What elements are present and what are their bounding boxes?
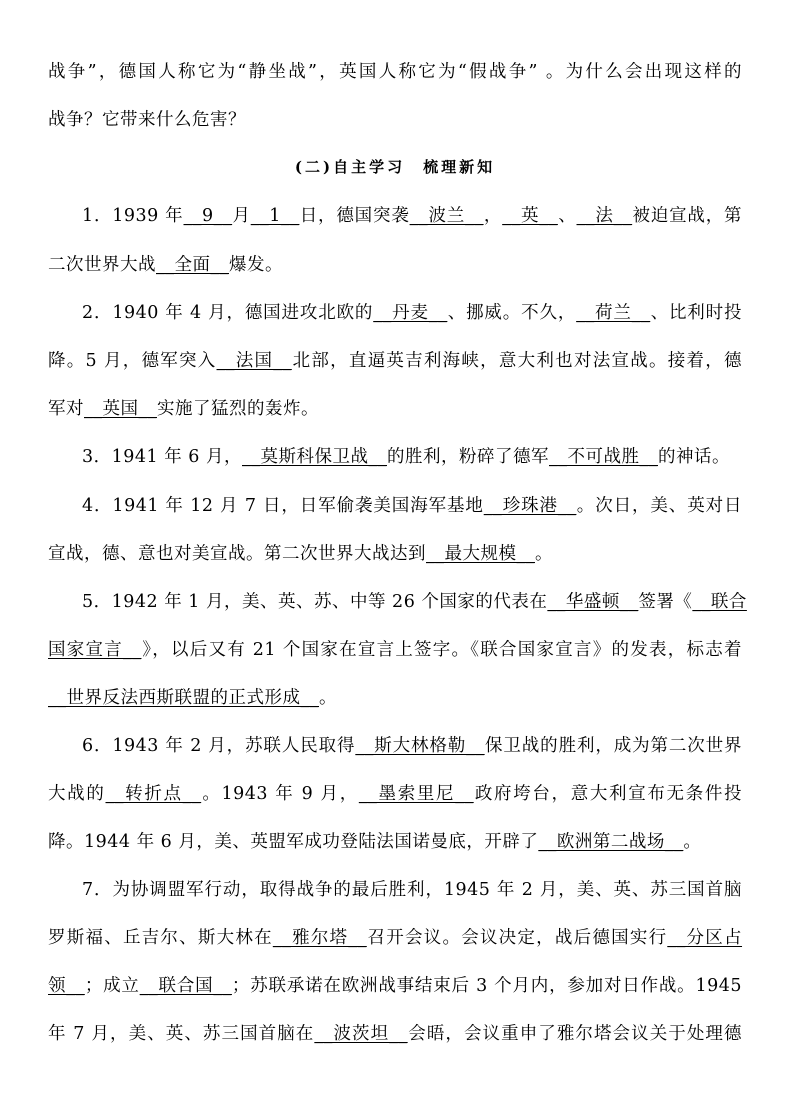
item-7-line-2 xyxy=(48,926,742,950)
answer-blank: __斯大林格勒__ xyxy=(355,736,485,756)
answer-blank: __全面__ xyxy=(156,255,229,275)
answer-blank: __波茨坦__ xyxy=(314,1024,408,1044)
item-text: 的胜利，粉碎了德军 xyxy=(387,447,549,467)
item-2-line-2 xyxy=(48,349,742,373)
answer-blank: __珍珠港__ xyxy=(483,496,577,516)
answer-blank: __9__ xyxy=(183,206,233,226)
item-text: 保卫战的胜利，成为第二次世界 xyxy=(484,736,743,756)
item-text: ；成立 xyxy=(84,976,140,996)
answer-blank: __华盛顿__ xyxy=(547,592,639,612)
item-text: 。1943 年 9 月， xyxy=(201,784,359,804)
answer-blank: __英__ xyxy=(502,206,558,226)
item-1-line-1 xyxy=(82,204,742,228)
item-text: 6．1943 年 2 月，苏联人民取得 xyxy=(82,736,356,756)
item-1-line-2 xyxy=(48,253,742,277)
answer-blank: __丹麦__ xyxy=(373,303,448,323)
intro-line-2 xyxy=(48,108,742,132)
item-text: 的神话。 xyxy=(658,447,730,467)
item-text: 3．1941 年 6 月， xyxy=(82,447,242,467)
item-text: ；苏联承诺在欧洲战事结束后 3 个月内，参加对日作战。1945 xyxy=(231,976,743,996)
item-5-line-3 xyxy=(48,686,742,710)
item-7-line-1 xyxy=(82,878,742,902)
item-text: 7．为协调盟军行动，取得战争的最后胜利，1945 年 2 月，美、英、苏三国首脑 xyxy=(82,880,742,900)
item-text: 二次世界大战 xyxy=(48,255,156,275)
answer-blank: __欧洲第二战场__ xyxy=(538,832,684,852)
answer-blank: __联合 xyxy=(692,592,747,612)
answer-blank: __法__ xyxy=(576,206,633,226)
item-2-line-3 xyxy=(48,397,742,421)
item-text: 日，德国突袭 xyxy=(299,206,410,226)
answer-blank: __法国__ xyxy=(216,351,292,371)
item-text: 大战的 xyxy=(48,784,106,804)
answer-blank: __墨索里尼__ xyxy=(358,784,474,804)
item-text: 召开会议。会议决定，战后德国实行 xyxy=(366,928,668,948)
item-7-line-3 xyxy=(48,974,742,998)
item-text: 》，以后又有 21 个国家在宣言上签字。《联合国家宣言》的发表，标志着 xyxy=(141,640,742,660)
item-5-line-1 xyxy=(82,590,747,614)
item-text: 2．1940 年 4 月，德国进攻北欧的 xyxy=(82,303,374,323)
item-4-line-1 xyxy=(82,494,742,518)
item-text: 5．1942 年 1 月，美、英、苏、中等 26 个国家的代表在 xyxy=(82,592,548,612)
item-text: 降。5 月，德军突入 xyxy=(48,351,217,371)
item-text: 月 xyxy=(232,206,251,226)
item-text: 4．1941 年 12 月 7 日，日军偷袭美国海军基地 xyxy=(82,496,484,516)
answer-blank: __最大规模__ xyxy=(426,544,535,564)
item-text: ， xyxy=(483,206,503,226)
item-text: 签署《 xyxy=(638,592,693,612)
item-text: 实施了猛烈的轰炸。 xyxy=(157,399,319,419)
item-text: 会晤，会议重申了雅尔塔会议关于处理德 xyxy=(407,1024,743,1044)
item-text: 、比利时投 xyxy=(650,303,743,323)
item-5-line-2 xyxy=(48,638,742,662)
item-text: 被迫宣战，第 xyxy=(632,206,743,226)
section-heading: (二)自主学习 梳理新知 xyxy=(294,158,496,176)
item-text: 。 xyxy=(683,832,702,852)
item-text: 。次日，美、英对日 xyxy=(576,496,743,516)
item-6-line-3 xyxy=(48,830,742,854)
item-text: 、 xyxy=(557,206,577,226)
answer-blank: __莫斯科保卫战__ xyxy=(242,447,387,467)
item-text: 1．1939 年 xyxy=(82,206,184,226)
item-text: 爆发。 xyxy=(229,255,283,275)
item-4-line-2 xyxy=(48,542,742,566)
answer-blank: __联合国__ xyxy=(139,976,232,996)
item-text: 政府垮台，意大利宣布无条件投 xyxy=(473,784,743,804)
answer-blank: __世界反法西斯联盟的正式形成__ xyxy=(48,688,319,708)
item-text: 罗斯福、丘吉尔、斯大林在 xyxy=(48,928,273,948)
item-text: 。 xyxy=(319,688,337,708)
item-text: 。 xyxy=(535,544,553,564)
answer-blank: __英国__ xyxy=(84,399,157,419)
answer-blank: __1__ xyxy=(250,206,300,226)
item-6-line-1 xyxy=(82,734,742,758)
item-7-line-4 xyxy=(48,1022,742,1046)
item-6-line-2 xyxy=(48,782,742,806)
answer-blank: 国家宣言__ xyxy=(48,640,142,660)
answer-blank: __不可战胜__ xyxy=(549,447,658,467)
answer-blank: __波兰__ xyxy=(409,206,484,226)
answer-blank: __荷兰__ xyxy=(576,303,651,323)
answer-blank: 领__ xyxy=(48,976,85,996)
item-text: 北部，直逼英吉利海峡，意大利也对法宣战。接着，德 xyxy=(291,351,743,371)
item-3-line-1 xyxy=(82,445,742,469)
item-text: 宣战，德、意也对美宣战。第二次世界大战达到 xyxy=(48,544,426,564)
item-text: 降。1944 年 6 月，美、英盟军成功登陆法国诺曼底，开辟了 xyxy=(48,832,539,852)
item-text: 年 7 月，美、英、苏三国首脑在 xyxy=(48,1024,315,1044)
item-text: 、挪威。不久， xyxy=(447,303,577,323)
item-text: 军对 xyxy=(48,399,84,419)
intro-text-2: 战争？它带来什么危害？ xyxy=(48,110,246,130)
answer-blank: __分区占 xyxy=(667,928,743,948)
intro-line-1 xyxy=(48,60,742,84)
answer-blank: __转折点__ xyxy=(105,784,202,804)
intro-text-1: 战争”，德国人称它为“静坐战”，英国人称它为“假战争” 。为什么会出现这样的 xyxy=(48,62,742,82)
answer-blank: __雅尔塔__ xyxy=(272,928,367,948)
item-2-line-1 xyxy=(82,301,742,325)
